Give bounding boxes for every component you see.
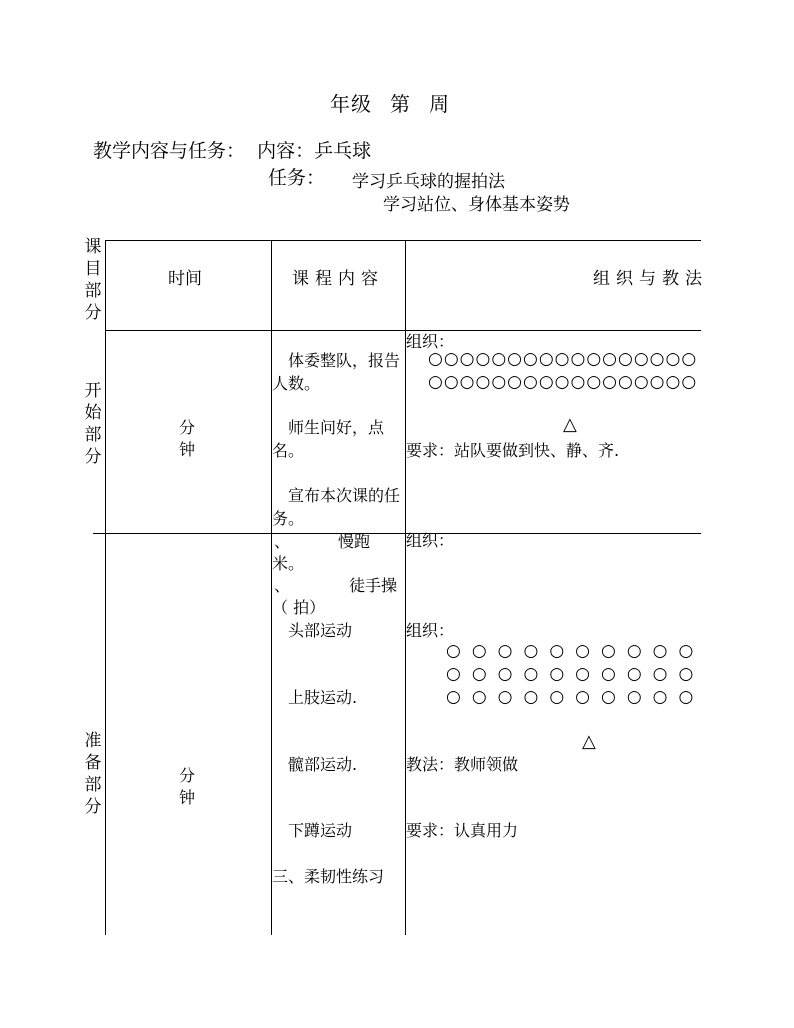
start-content-1: 体委整队，报告人数。 — [272, 351, 401, 393]
content-prefix: 内容： — [257, 140, 315, 162]
content-value: 乒乓球 — [314, 140, 372, 162]
prep-formation-row-3: ○○○○○○○○○○ — [446, 687, 705, 707]
header-bottom-border — [105, 330, 701, 331]
col-header-method: 组织与教法 — [593, 269, 708, 289]
prep-teacher-triangle-icon: △ — [582, 731, 596, 752]
start-requirement: 要求：站队要做到快、静、齐. — [406, 441, 620, 460]
task-2: 学习站位、身体基本姿势 — [383, 195, 570, 215]
col-header-content: 课程内容 — [292, 269, 384, 289]
content-line — [93, 136, 371, 163]
prep-formation-row-1: ○○○○○○○○○○ — [446, 641, 705, 661]
page-title — [330, 88, 468, 117]
prep-requirement: 要求：认真用力 — [406, 821, 519, 840]
prep-time-clock: 钟 — [179, 788, 196, 807]
col-divider-2 — [271, 240, 272, 935]
section-start-label: 开始部分 — [84, 381, 102, 467]
prep-run-a: 、 — [274, 532, 291, 551]
start-formation-row-1: ○○○○○○○○○○○○○○○○○ — [428, 349, 698, 369]
prep-flex: 三、柔韧性练习 — [272, 867, 385, 886]
col-header-time: 时间 — [168, 269, 202, 289]
prep-item-hip: 髋部运动. — [288, 755, 358, 774]
start-content-2: 师生问好，点名。 — [272, 418, 385, 460]
prep-method: 教法：教师领做 — [406, 755, 519, 774]
task-1: 学习乒乓球的握拍法 — [352, 172, 505, 192]
task-label: 任务： — [268, 167, 326, 189]
prep-item-head: 头部运动 — [288, 621, 353, 640]
col-divider-1 — [105, 240, 106, 935]
table-top-border — [105, 240, 701, 241]
start-formation-row-2: ○○○○○○○○○○○○○○○○○ — [428, 372, 698, 392]
prep-org-label-2: 组织： — [406, 621, 455, 640]
prep-org-label-1: 组织： — [406, 531, 455, 550]
grade-label: 年级 — [330, 92, 372, 116]
section-divider — [93, 533, 701, 534]
col-header-part: 课目部分 — [84, 237, 102, 323]
prep-item-squat: 下蹲运动 — [288, 821, 353, 840]
prep-exer-b: 徒手操 — [349, 576, 398, 595]
week-prefix: 第 — [390, 92, 411, 116]
prep-exer-a: 、 — [274, 576, 291, 595]
prep-time-minutes: 分 — [179, 766, 196, 785]
prep-formation-row-2: ○○○○○○○○○○ — [446, 664, 705, 684]
prep-run-b: 慢跑 — [338, 532, 371, 551]
section-prep-label: 准备部分 — [84, 731, 102, 817]
content-task-label: 教学内容与任务： — [93, 140, 246, 162]
start-time-minutes: 分 — [179, 418, 196, 437]
prep-item-upper: 上肢运动. — [288, 688, 358, 707]
prep-run-c: 米。 — [272, 554, 305, 573]
start-time-clock: 钟 — [179, 440, 196, 459]
start-org-label: 组织： — [406, 332, 455, 351]
week-suffix: 周 — [429, 92, 450, 116]
teacher-triangle-icon: △ — [563, 414, 577, 435]
start-content-3: 宣布本次课的任务。 — [272, 486, 401, 528]
prep-exer-c: （ 拍） — [272, 598, 326, 617]
